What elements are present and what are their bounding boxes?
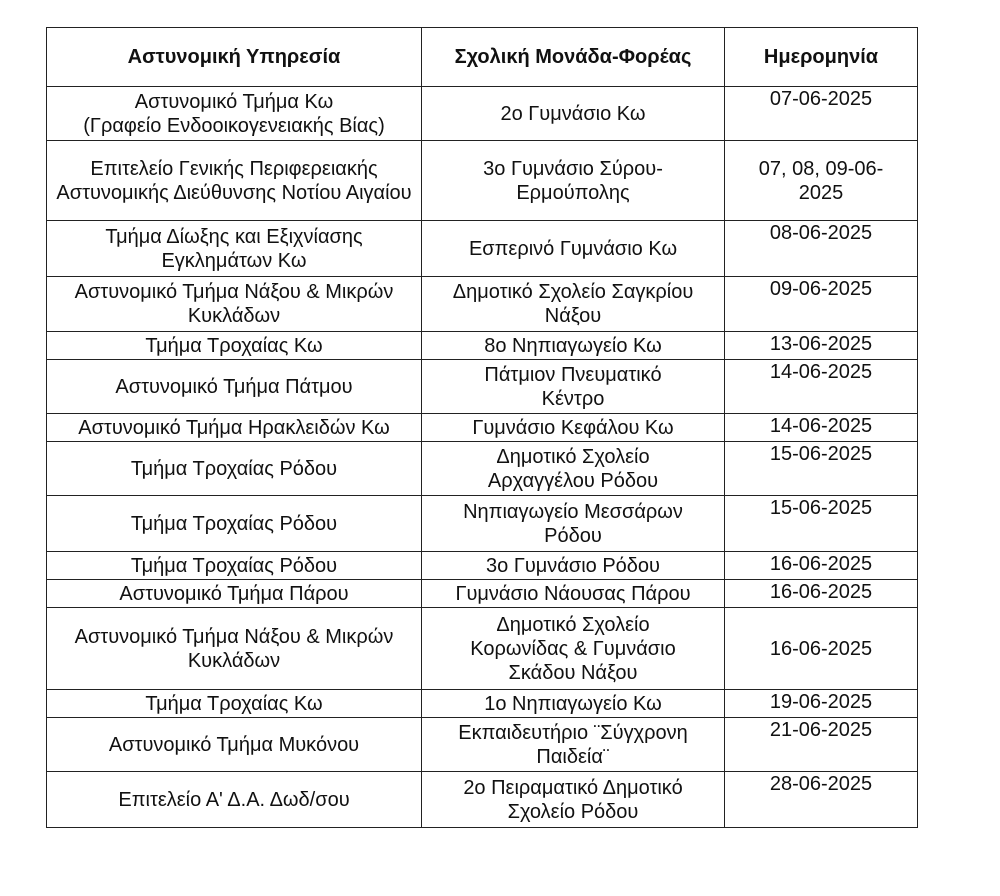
header-service: Αστυνομική Υπηρεσία	[47, 28, 422, 87]
table-row	[47, 277, 918, 332]
header-row	[47, 28, 918, 87]
table-row	[47, 580, 918, 608]
cell-school: 2ο Γυμνάσιο Κω	[422, 87, 725, 141]
cell-date: 07, 08, 09-06-2025	[725, 141, 918, 221]
table-row	[47, 360, 918, 414]
cell-service: Αστυνομικό Τμήμα Νάξου & Μικρών Κυκλάδων	[47, 277, 422, 332]
cell-service: Τμήμα Τροχαίας Κω	[47, 332, 422, 360]
table-row	[47, 552, 918, 580]
cell-school: Εσπερινό Γυμνάσιο Κω	[422, 221, 725, 277]
cell-date: 14-06-2025	[725, 360, 918, 414]
cell-date: 16-06-2025	[725, 580, 918, 608]
header-date: Ημερομηνία	[725, 28, 918, 87]
cell-school: Νηπιαγωγείο Μεσσάρων Ρόδου	[422, 496, 725, 552]
cell-date: 13-06-2025	[725, 332, 918, 360]
cell-school: 8ο Νηπιαγωγείο Κω	[422, 332, 725, 360]
cell-service: Αστυνομικό Τμήμα Νάξου & Μικρών Κυκλάδων	[47, 608, 422, 690]
cell-service: Τμήμα Τροχαίας Ρόδου	[47, 442, 422, 496]
cell-date: 19-06-2025	[725, 690, 918, 718]
table-row	[47, 772, 918, 828]
cell-school: 3ο Γυμνάσιο Ρόδου	[422, 552, 725, 580]
cell-school: Γυμνάσιο Νάουσας Πάρου	[422, 580, 725, 608]
cell-service: Τμήμα Τροχαίας Ρόδου	[47, 552, 422, 580]
cell-service: Αστυνομικό Τμήμα Ηρακλειδών Κω	[47, 414, 422, 442]
cell-date: 28-06-2025	[725, 772, 918, 828]
cell-date: 07-06-2025	[725, 87, 918, 141]
table-row	[47, 690, 918, 718]
cell-date: 15-06-2025	[725, 496, 918, 552]
table-row	[47, 332, 918, 360]
cell-service: Αστυνομικό Τμήμα Μυκόνου	[47, 718, 422, 772]
table-row	[47, 608, 918, 690]
cell-date: 16-06-2025	[725, 608, 918, 690]
cell-date: 21-06-2025	[725, 718, 918, 772]
cell-date: 15-06-2025	[725, 442, 918, 496]
cell-school: Γυμνάσιο Κεφάλου Κω	[422, 414, 725, 442]
table-row	[47, 141, 918, 221]
table-row	[47, 221, 918, 277]
cell-date: 09-06-2025	[725, 277, 918, 332]
table-row	[47, 442, 918, 496]
cell-school: Δημοτικό Σχολείο Σαγκρίου Νάξου	[422, 277, 725, 332]
cell-service: Τμήμα Τροχαίας Κω	[47, 690, 422, 718]
table-row	[47, 87, 918, 141]
cell-school: Πάτμιον Πνευματικό Κέντρο	[422, 360, 725, 414]
cell-service: Αστυνομικό Τμήμα Πάρου	[47, 580, 422, 608]
cell-service: Αστυνομικό Τμήμα Κω (Γραφείο Ενδοοικογενειακής Βίας)	[47, 87, 422, 141]
cell-school: Δημοτικό Σχολείο Αρχαγγέλου Ρόδου	[422, 442, 725, 496]
header-school: Σχολική Μονάδα-Φορέας	[422, 28, 725, 87]
cell-school: 1ο Νηπιαγωγείο Κω	[422, 690, 725, 718]
cell-service: Επιτελείο Α' Δ.Α. Δωδ/σου	[47, 772, 422, 828]
table-row	[47, 496, 918, 552]
cell-service: Τμήμα Δίωξης και Εξιχνίασης Εγκλημάτων Κω	[47, 221, 422, 277]
cell-service: Αστυνομικό Τμήμα Πάτμου	[47, 360, 422, 414]
cell-school: 3ο Γυμνάσιο Σύρου-Ερμούπολης	[422, 141, 725, 221]
table-row	[47, 718, 918, 772]
cell-service: Επιτελείο Γενικής Περιφερειακής Αστυνομικής Διεύθυνσης Νοτίου Αιγαίου	[47, 141, 422, 221]
cell-date: 14-06-2025	[725, 414, 918, 442]
cell-date: 16-06-2025	[725, 552, 918, 580]
cell-date: 08-06-2025	[725, 221, 918, 277]
schedule-table	[46, 27, 918, 828]
cell-service: Τμήμα Τροχαίας Ρόδου	[47, 496, 422, 552]
cell-school: Εκπαιδευτήριο ¨Σύγχρονη Παιδεία¨	[422, 718, 725, 772]
cell-school: 2ο Πειραματικό Δημοτικό Σχολείο Ρόδου	[422, 772, 725, 828]
cell-school: Δημοτικό Σχολείο Κορωνίδας & Γυμνάσιο Σκάδου Νάξου	[422, 608, 725, 690]
table-row	[47, 414, 918, 442]
